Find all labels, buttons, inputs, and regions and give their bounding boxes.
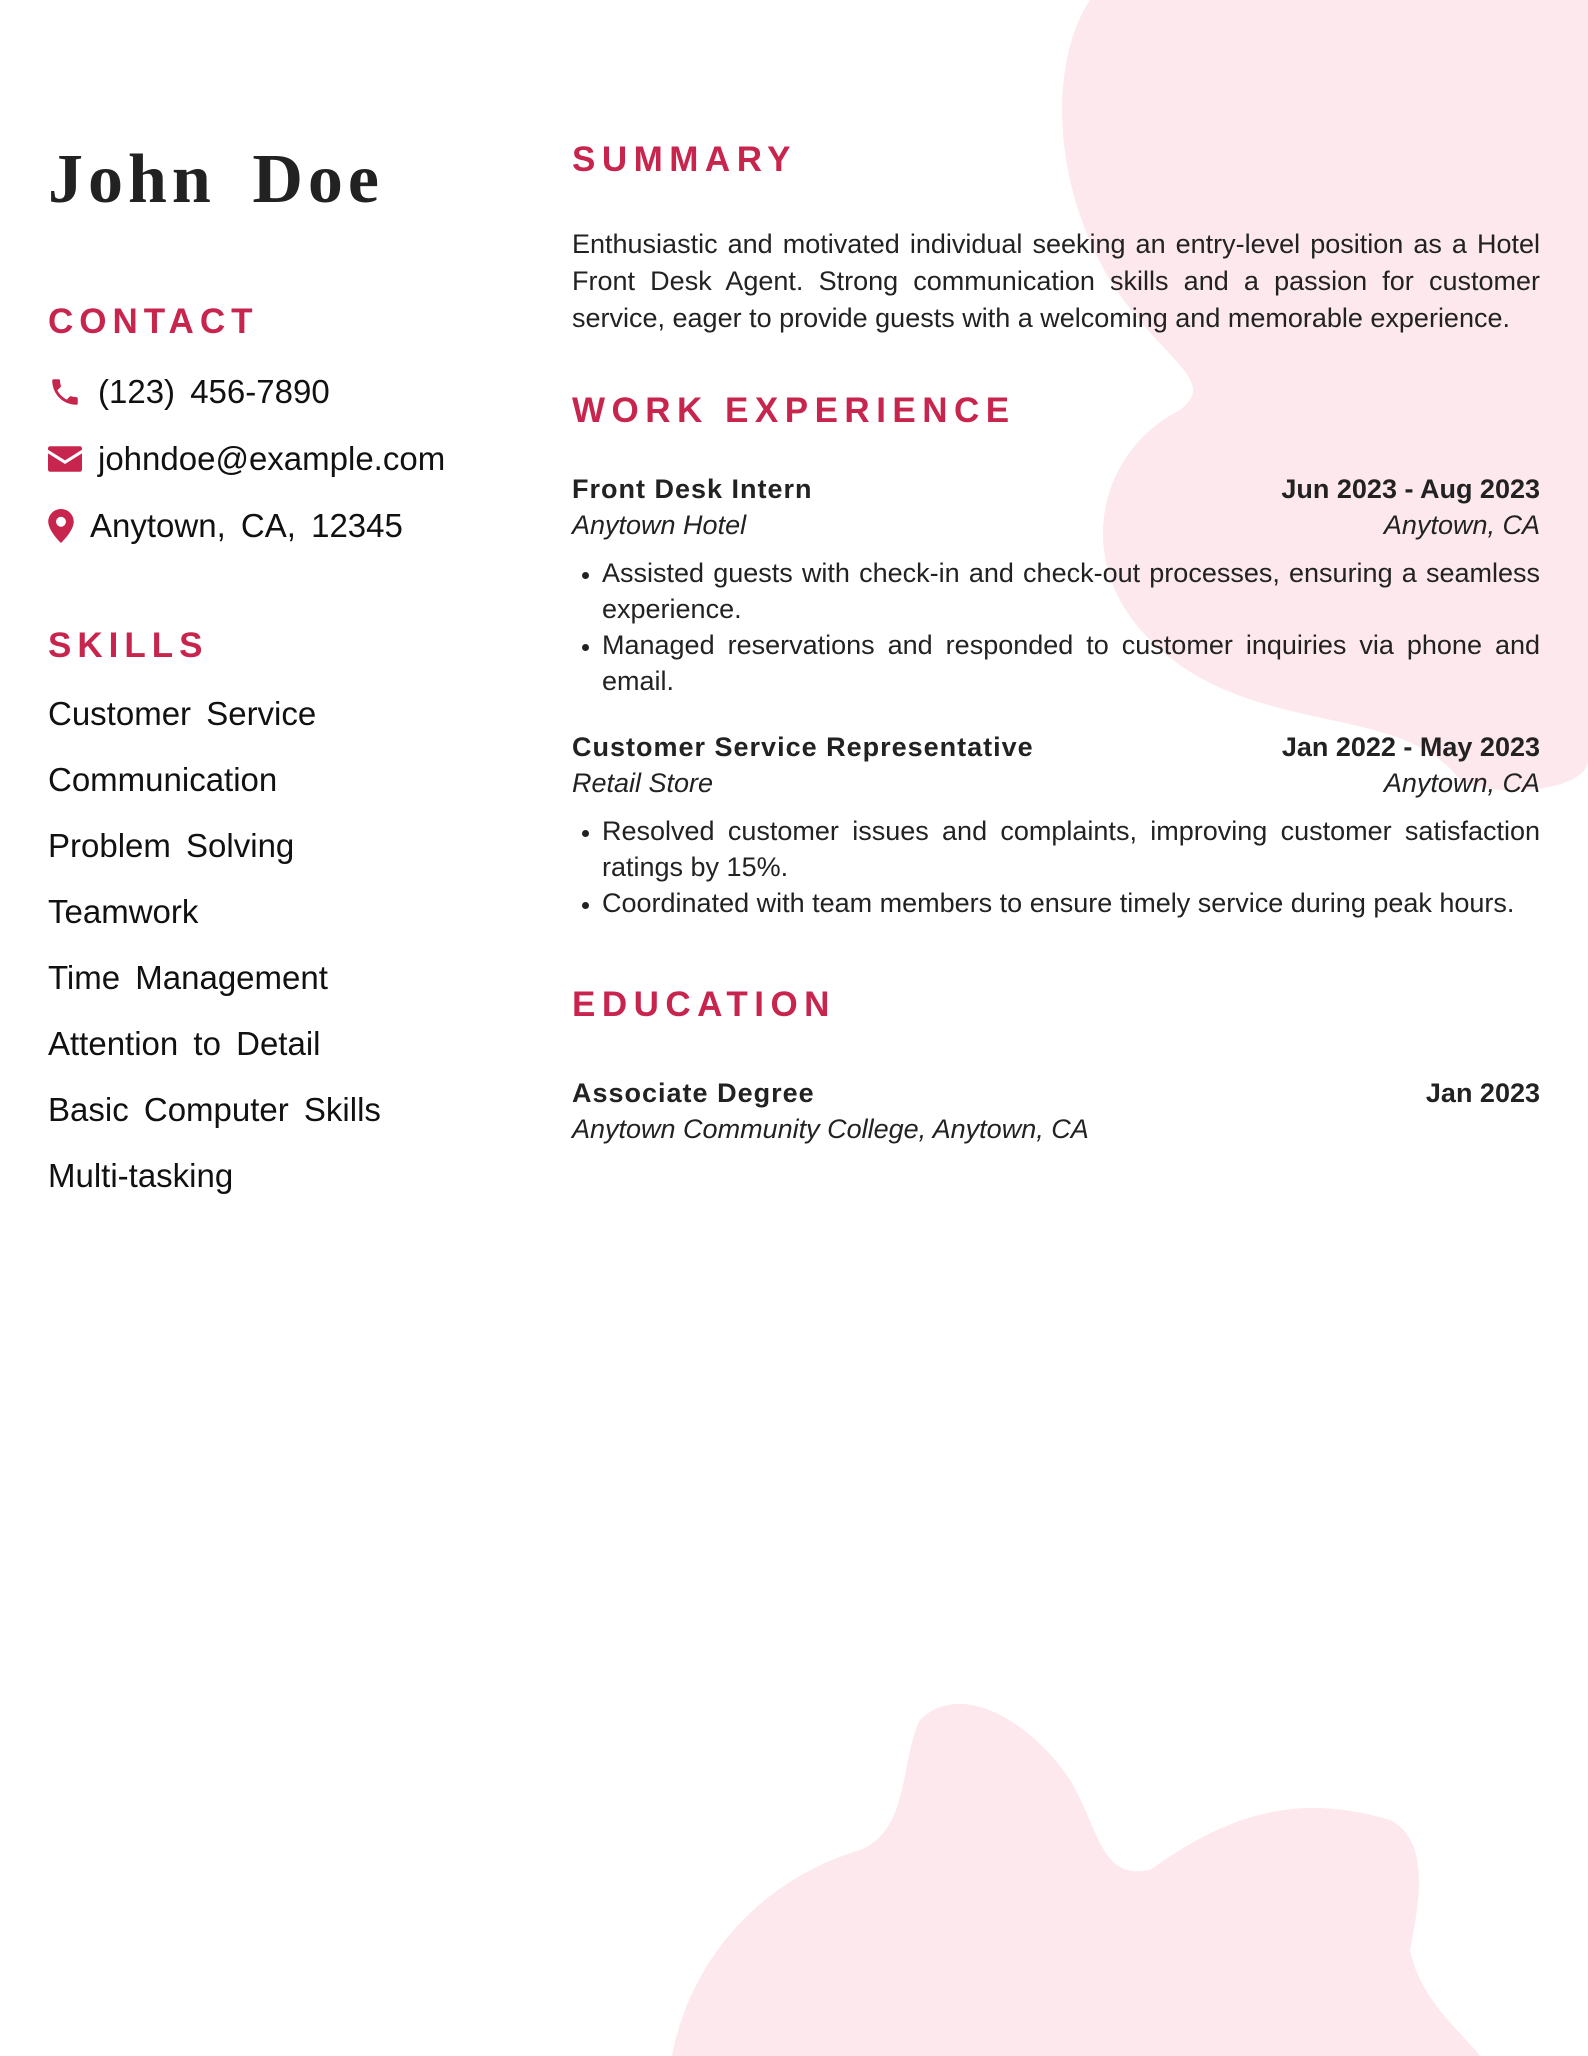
contact-email xyxy=(48,439,518,479)
skill-item: Communication xyxy=(48,761,278,798)
job-entry xyxy=(572,729,1540,921)
skill-item: Problem Solving xyxy=(48,827,295,864)
candidate-name: John Doe xyxy=(48,141,384,218)
summary-heading: SUMMARY xyxy=(572,140,798,179)
degree: Associate Degree xyxy=(572,1078,815,1108)
job-bullet: • Managed reservations and responded to customer inquiries via phone and email. xyxy=(602,627,1540,699)
contact-location xyxy=(48,506,518,546)
job-entry xyxy=(572,471,1540,699)
job-bullet: • Resolved customer issues and complaints, improving customer satisfaction ratings by 15%. xyxy=(602,813,1540,885)
skill-item: Multi-tasking xyxy=(48,1157,234,1194)
skill-item: Time Management xyxy=(48,959,328,996)
contact-heading: CONTACT xyxy=(48,302,259,341)
job-company: Anytown Hotel xyxy=(572,510,747,540)
phone-number: (123) 456-7890 xyxy=(98,373,330,410)
envelope-icon xyxy=(48,445,98,473)
job-title: Front Desk Intern xyxy=(572,474,813,504)
job-bullet: • Coordinated with team members to ensure timely service during peak hours. xyxy=(602,885,1540,921)
skill-item: Attention to Detail xyxy=(48,1025,321,1062)
phone-icon xyxy=(48,375,98,409)
skill-item: Basic Computer Skills xyxy=(48,1091,381,1128)
job-bullets xyxy=(572,555,1540,699)
job-bullet: • Assisted guests with check-in and check-out processes, ensuring a seamless experience. xyxy=(602,555,1540,627)
education-entry xyxy=(572,1075,1540,1147)
skill-item: Customer Service xyxy=(48,695,317,732)
job-dates: Jun 2023 - Aug 2023 xyxy=(1281,474,1540,504)
education-date: Jan 2023 xyxy=(1425,1078,1540,1108)
skills-list xyxy=(48,694,518,1196)
job-location: Anytown, CA xyxy=(1383,768,1540,798)
summary-text: Enthusiastic and motivated individual seeking an entry-level position as a Hotel Front Desk Agent. Strong communication skills and a passion for customer service, eager to provide guests with a welcoming and memorable experience. xyxy=(572,229,1540,333)
job-bullets xyxy=(572,813,1540,921)
location-text: Anytown, CA, 12345 xyxy=(90,507,403,544)
right-column xyxy=(572,140,1540,1147)
bottom-blob xyxy=(672,1704,1480,2056)
left-column xyxy=(48,140,518,1222)
job-location: Anytown, CA xyxy=(1383,510,1540,540)
education-heading: EDUCATION xyxy=(572,985,836,1024)
school: Anytown Community College, Anytown, CA xyxy=(572,1114,1089,1144)
email-address[interactable]: johndoe@example.com xyxy=(98,440,446,477)
contact-list xyxy=(48,372,518,546)
job-title: Customer Service Representative xyxy=(572,732,1034,762)
skill-item: Teamwork xyxy=(48,893,199,930)
skills-heading: SKILLS xyxy=(48,626,209,665)
job-company: Retail Store xyxy=(572,768,714,798)
contact-phone xyxy=(48,372,518,412)
work-experience-heading: WORK EXPERIENCE xyxy=(572,391,1016,430)
job-dates: Jan 2022 - May 2023 xyxy=(1281,732,1540,762)
map-pin-icon xyxy=(48,509,90,543)
